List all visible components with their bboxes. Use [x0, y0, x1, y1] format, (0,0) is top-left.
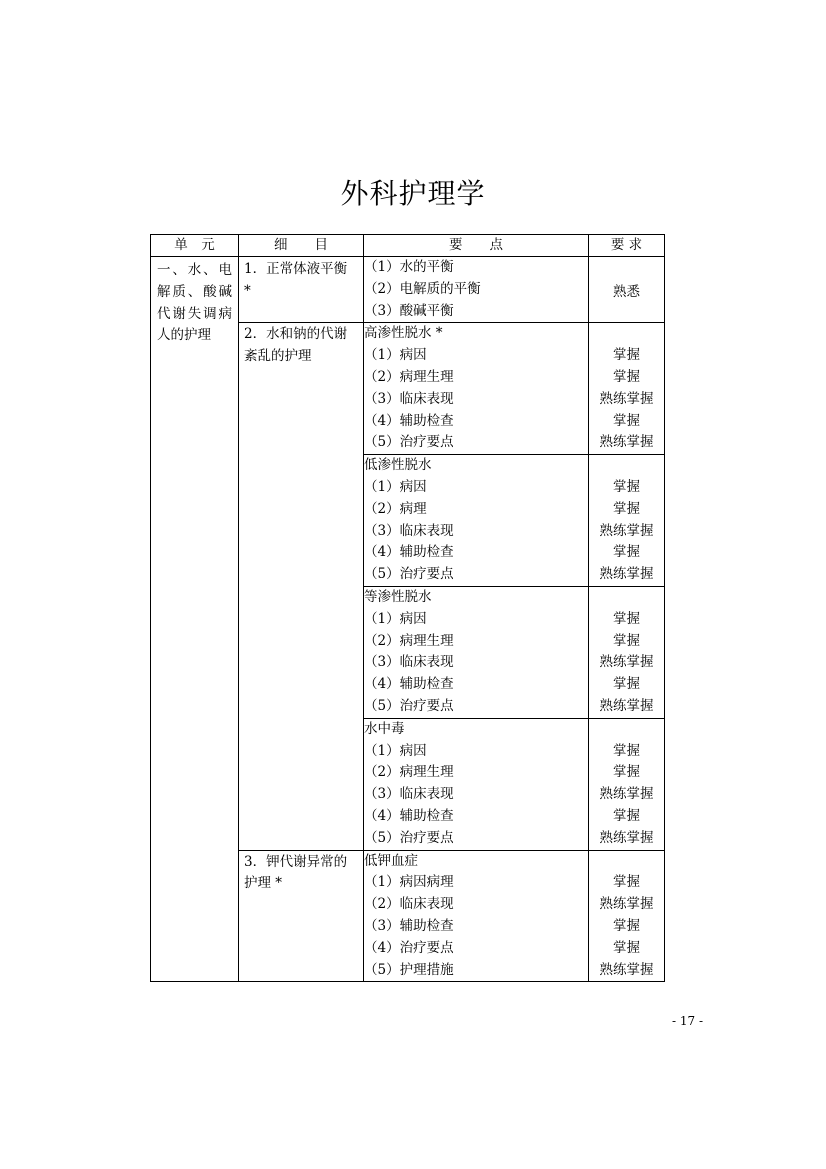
requirement-text: 熟练掌握 — [599, 697, 654, 714]
point-line: （4）辅助检查 — [364, 544, 454, 561]
requirement-text: 熟练掌握 — [599, 566, 654, 583]
requirement-text: 掌握 — [613, 632, 640, 649]
requirement-text: 掌握 — [613, 917, 640, 934]
point-line: （2）临床表现 — [364, 896, 454, 913]
requirement-text: 掌握 — [613, 742, 640, 759]
requirement-text: 熟练掌握 — [599, 654, 654, 671]
requirement-text: 掌握 — [613, 544, 640, 561]
requirement-text: 掌握 — [613, 500, 640, 517]
points-cell — [364, 257, 589, 323]
requirement-text: 熟练掌握 — [599, 434, 654, 451]
point-line: （1）病因 — [364, 742, 427, 759]
requirement-text: 掌握 — [613, 347, 640, 364]
requirement-text: 熟练掌握 — [599, 786, 654, 803]
points-cell — [364, 455, 589, 587]
point-line: （4）治疗要点 — [364, 939, 454, 956]
requirement-text: 掌握 — [613, 764, 640, 781]
point-line: （1）病因 — [364, 347, 427, 364]
point-line: （5）治疗要点 — [364, 697, 454, 714]
point-line: （5）治疗要点 — [364, 566, 454, 583]
page-number: - 17 - — [672, 1014, 704, 1028]
requirement-cell — [589, 455, 665, 587]
item-text: 1．正常体液平衡 * — [244, 261, 348, 299]
points-cell — [364, 323, 589, 455]
point-heading: 低渗性脱水 — [364, 457, 432, 474]
point-line: （5）护理措施 — [364, 961, 454, 978]
point-heading: 高渗性脱水 * — [364, 325, 443, 342]
table-header-row — [151, 235, 665, 257]
requirement-text: 掌握 — [613, 939, 640, 956]
point-line: （5）治疗要点 — [364, 829, 454, 846]
requirement-text: 掌握 — [613, 478, 640, 495]
point-line: （4）辅助检查 — [364, 807, 454, 824]
point-heading: 低钾血症 — [364, 852, 418, 869]
requirement-text: 熟练掌握 — [599, 390, 654, 407]
point-line: （4）辅助检查 — [364, 676, 454, 693]
item-text: 3．钾代谢异常的护理 * — [244, 853, 348, 892]
point-line: （3）临床表现 — [364, 786, 454, 803]
header-points: 要 点 — [364, 235, 589, 257]
point-heading: 水中毒 — [364, 720, 405, 737]
point-line: （2）病理生理 — [364, 368, 454, 385]
item-text: 2．水和钠的代谢紊乱的护理 — [244, 326, 348, 365]
item-cell — [239, 323, 364, 850]
point-line: （3）辅助检查 — [364, 917, 454, 934]
point-line: （4）辅助检查 — [364, 412, 454, 429]
point-line: （1）病因 — [364, 478, 427, 495]
point-line: （2）病理生理 — [364, 632, 454, 649]
requirement-text: 掌握 — [613, 676, 640, 693]
point-line: （3）临床表现 — [364, 390, 454, 407]
point-line: （2）病理 — [364, 500, 427, 517]
point-line: （2）电解质的平衡 — [364, 280, 481, 297]
requirement-cell — [589, 257, 665, 323]
points-cell — [364, 850, 589, 982]
point-line: （1）病因 — [364, 610, 427, 627]
point-line: （3）酸碱平衡 — [364, 302, 454, 319]
syllabus-table — [150, 234, 665, 982]
requirement-text: 掌握 — [613, 368, 640, 385]
requirement-cell — [589, 323, 665, 455]
point-line: （1）病因病理 — [364, 874, 454, 891]
point-line: （3）临床表现 — [364, 654, 454, 671]
requirement-text: 熟练掌握 — [599, 961, 654, 978]
requirement-text: 熟悉 — [613, 283, 640, 300]
table-row — [151, 257, 665, 323]
point-line: （3）临床表现 — [364, 522, 454, 539]
page-title: 外科护理学 — [340, 177, 486, 210]
requirement-text: 掌握 — [613, 807, 640, 824]
point-heading: 等渗性脱水 — [364, 588, 432, 605]
point-line: （2）病理生理 — [364, 764, 454, 781]
point-line: （1）水的平衡 — [364, 259, 454, 275]
requirement-text: 熟练掌握 — [599, 829, 654, 846]
header-item: 细 目 — [239, 235, 364, 257]
header-unit: 单 元 — [151, 235, 239, 257]
header-requirement: 要 求 — [589, 235, 665, 257]
points-cell — [364, 586, 589, 718]
requirement-text: 熟练掌握 — [599, 522, 654, 539]
unit-cell — [151, 257, 239, 982]
point-line: （5）治疗要点 — [364, 434, 454, 451]
requirement-cell — [589, 850, 665, 982]
requirement-text: 掌握 — [613, 412, 640, 429]
requirement-cell — [589, 586, 665, 718]
item-cell — [239, 257, 364, 323]
requirement-cell — [589, 718, 665, 850]
requirement-text: 掌握 — [613, 610, 640, 627]
requirement-text: 掌握 — [613, 874, 640, 891]
requirement-text: 熟练掌握 — [599, 896, 654, 913]
unit-text: 一、水、电解质、酸碱代谢失调病人的护理 — [157, 262, 232, 344]
item-cell — [239, 850, 364, 982]
points-cell — [364, 718, 589, 850]
